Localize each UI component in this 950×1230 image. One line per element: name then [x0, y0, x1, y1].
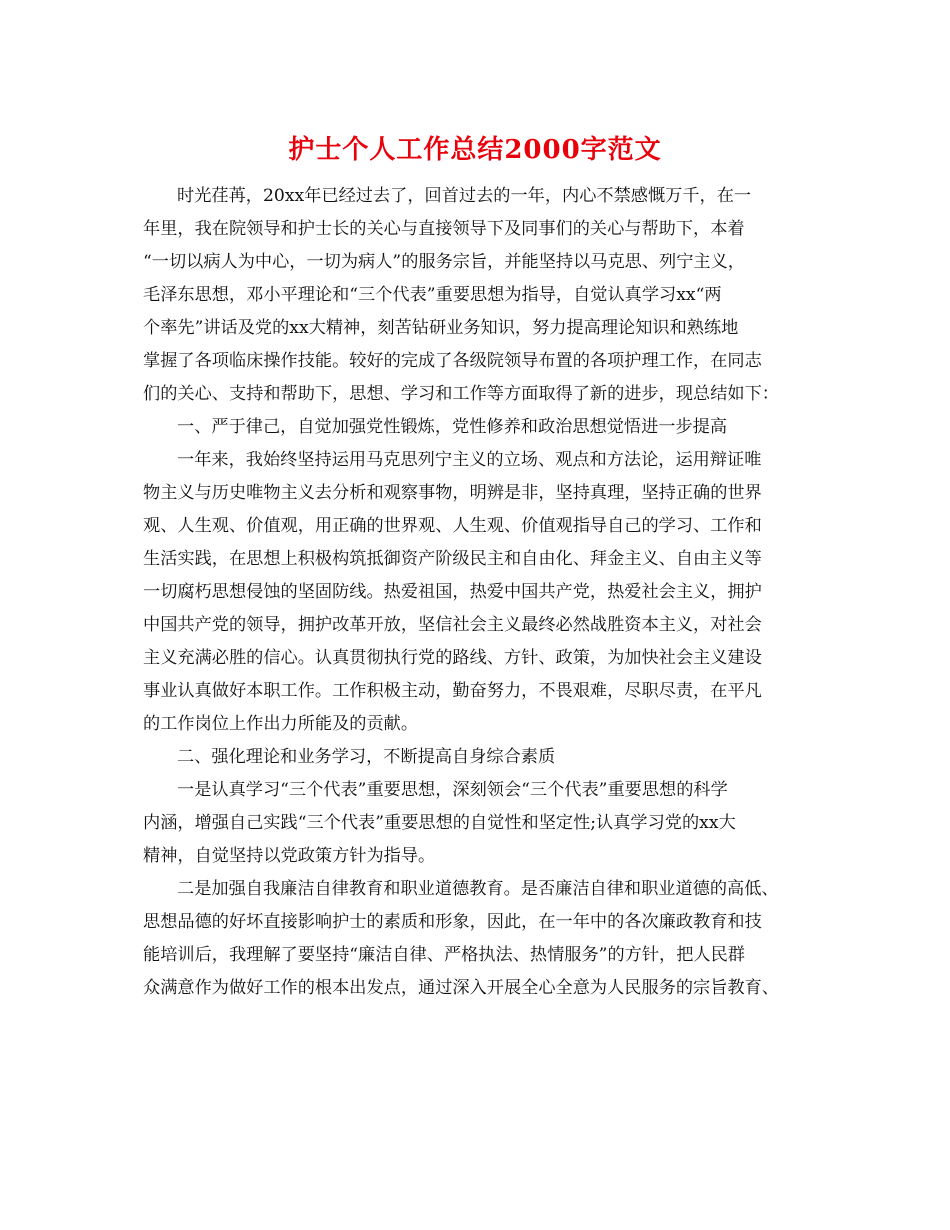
paragraph-line: 一年来，我始终坚持运用马克思列宁主义的立场、观点和方法论，运用辩证唯	[177, 450, 762, 470]
section-heading: 一、严于律己，自觉加强党性锻炼，党性修养和政治思想觉悟进一步提高	[177, 417, 728, 437]
paragraph-line: 精神，自觉坚持以党政策方针为指导。	[143, 846, 436, 866]
paragraph-line: 主义充满必胜的信心。认真贯彻执行党的路线、方针、政策，为加快社会主义建设	[143, 648, 762, 668]
paragraph-line: 中国共产党的领导，拥护改革开放，坚信社会主义最终必然战胜资本主义，对社会	[143, 615, 762, 635]
paragraph-line: “一切以病人为中心，一切为病人”的服务宗旨，并能坚持以马克思、列宁主义，	[143, 252, 745, 272]
paragraph-line: 个率先”讲话及党的xx大精神，刻苦钻研业务知识，努力提高理论知识和熟练地	[143, 318, 739, 338]
paragraph-line: 内涵，增强自己实践“三个代表”重要思想的自觉性和坚定性;认真学习党的xx大	[143, 813, 736, 833]
paragraph-line: 时光荏苒，20xx年已经过去了，回首过去的一年，内心不禁感慨万千，在一	[177, 186, 752, 206]
paragraph-line: 二是加强自我廉洁自律教育和职业道德教育。是否廉洁自律和职业道德的高低、	[177, 879, 779, 899]
paragraph-line: 掌握了各项临床操作技能。较好的完成了各级院领导布置的各项护理工作，在同志	[143, 351, 762, 371]
section-heading: 二、强化理论和业务学习，不断提高自身综合素质	[177, 747, 556, 767]
paragraph-line: 一切腐朽思想侵蚀的坚固防线。热爱祖国，热爱中国共产党，热爱社会主义，拥护	[143, 582, 762, 602]
paragraph-line: 众满意作为做好工作的根本出发点，通过深入开展全心全意为人民服务的宗旨教育、	[143, 978, 779, 998]
paragraph-line: 的工作岗位上作出力所能及的贡献。	[143, 714, 419, 734]
paragraph-line: 一是认真学习“三个代表”重要思想，深刻领会“三个代表”重要思想的科学	[177, 780, 728, 800]
paragraph-line: 事业认真做好本职工作。工作积极主动，勤奋努力，不畏艰难，尽职尽责，在平凡	[143, 681, 762, 701]
document-title: 护士个人工作总结2000字范文	[288, 135, 662, 165]
paragraph-line: 观、人生观、价值观，用正确的世界观、人生观、价值观指导自己的学习、工作和	[143, 516, 762, 536]
paragraph-line: 年里，我在院领导和护士长的关心与直接领导下及同事们的关心与帮助下，本着	[143, 219, 745, 239]
paragraph-line: 们的关心、支持和帮助下，思想、学习和工作等方面取得了新的进步，现总结如下：	[143, 384, 779, 404]
paragraph-line: 思想品德的好坏直接影响护士的素质和形象，因此，在一年中的各次廉政教育和技	[143, 912, 762, 932]
paragraph-line: 毛泽东思想，邓小平理论和“三个代表”重要思想为指导，自觉认真学习xx“两	[143, 285, 722, 305]
paragraph-line: 物主义与历史唯物主义去分析和观察事物，明辨是非，坚持真理，坚持正确的世界	[143, 483, 762, 503]
paragraph-line: 能培训后，我理解了要坚持“廉洁自律、严格执法、热情服务”的方针，把人民群	[143, 945, 745, 965]
paragraph-line: 生活实践，在思想上积极构筑抵御资产阶级民主和自由化、拜金主义、自由主义等	[143, 549, 762, 569]
